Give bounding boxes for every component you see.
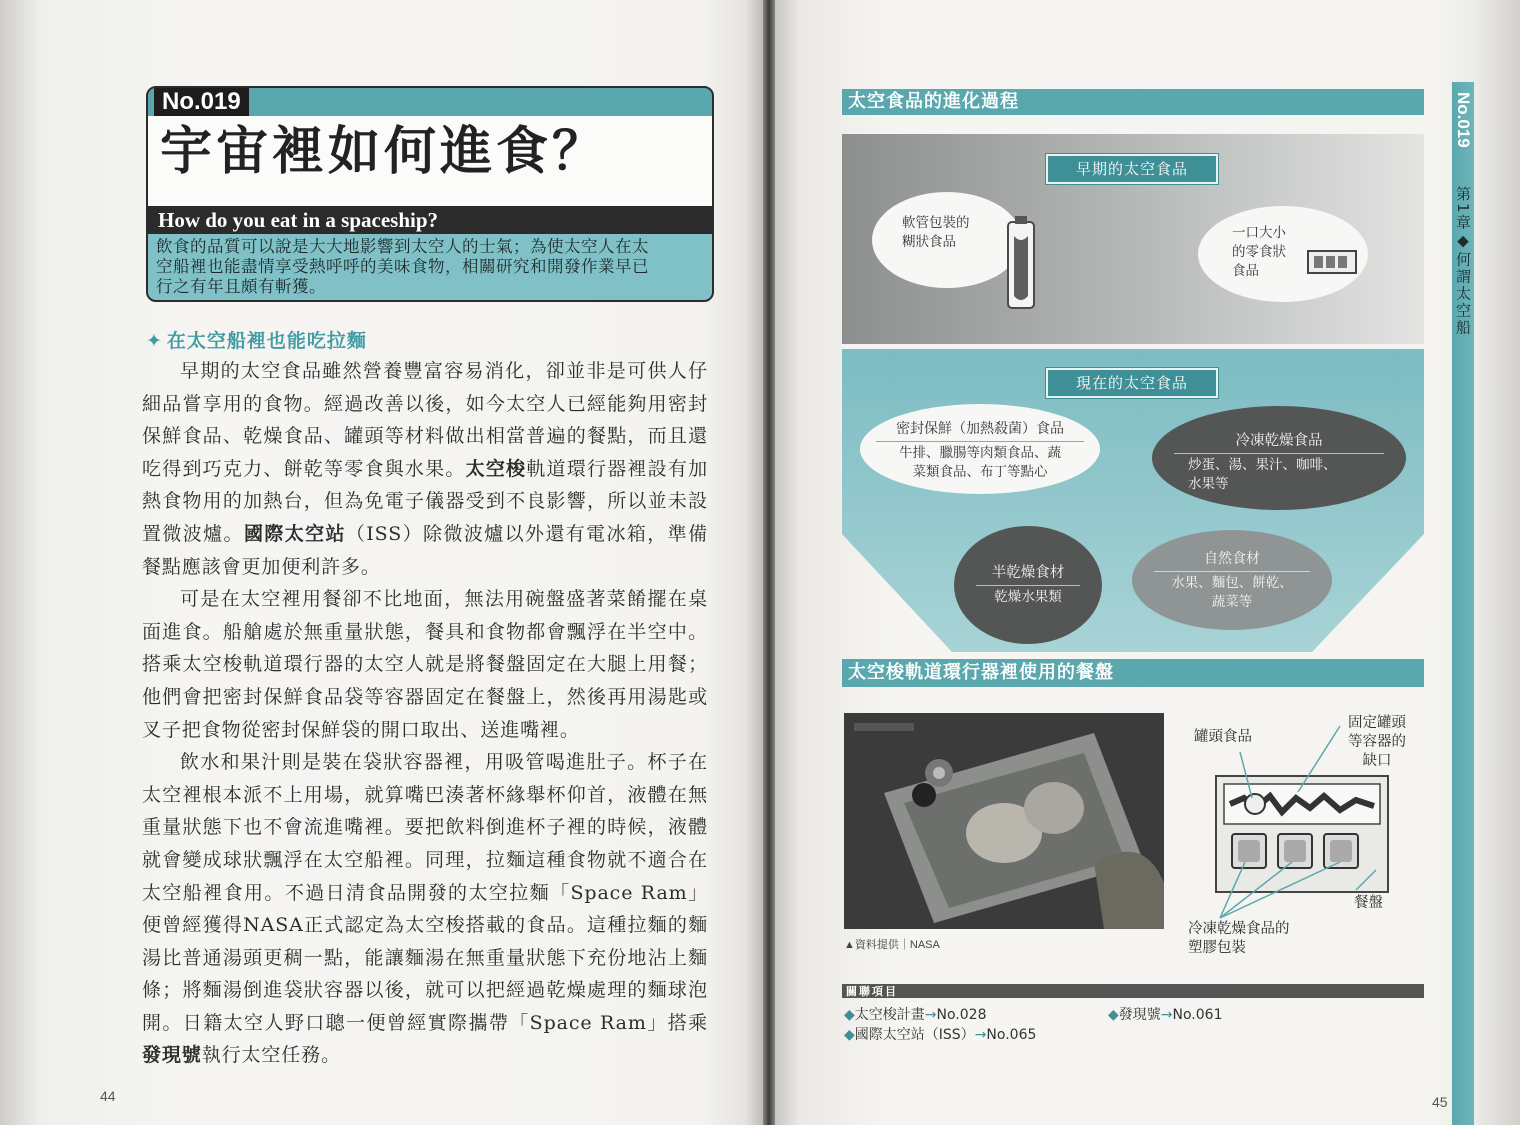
section-heading-text: 在太空船裡也能吃拉麵 (166, 330, 367, 352)
related-item[interactable] (844, 1024, 1036, 1044)
fixture-label (1348, 714, 1406, 771)
can-food-label: 罐頭食品 (1194, 729, 1252, 745)
diamond-bullet-icon: ◆ (844, 1027, 855, 1043)
keyword-iss: 國際太空站 (243, 522, 346, 545)
keyword-shuttle: 太空梭 (465, 457, 527, 480)
tray-photo (844, 713, 1164, 929)
tray-label: 餐盤 (1354, 895, 1383, 911)
natural-food-bubble (1132, 530, 1332, 630)
intro-line: 飲食的品質可以說是大大地影響到太空人的士氣；為使太空人在太 (156, 237, 649, 256)
related-item-label: 發現號 (1118, 1007, 1161, 1023)
retort-food-bubble (860, 404, 1100, 494)
article-number-tag: No.019 (154, 88, 249, 116)
section-heading-tray (842, 659, 1424, 687)
retort-title: 密封保鮮（加熱殺菌）食品 (896, 421, 1064, 437)
retort-item: 牛排、臘腸等肉類食品、蔬 (899, 445, 1061, 461)
page-title: 宇宙裡如何進食？ (160, 122, 609, 182)
tray-diagram (1180, 712, 1420, 962)
packaging-label-line: 冷凍乾燥食品的 (1188, 921, 1290, 937)
intro-line: 行之有年且頗有斬獲。 (156, 277, 326, 296)
bite-food-line: 食品 (1232, 263, 1259, 279)
food-evolution-diagram (842, 134, 1424, 652)
book-spine (763, 0, 775, 1125)
fixture-label-line: 缺口 (1362, 753, 1392, 769)
paragraph-text: 早期的太空食品雖然營養豐富容易消化，卻並非是可供人仔細品嘗享用的食物。經過改善以後，如今太空人已經能夠用密封保鮮食品、乾燥食品、罐頭等材料做出相當普遍的餐點，而且還吃得到巧克力、餅乾等零食與水果。 (142, 360, 708, 480)
retort-item: 菜類食品、布丁等點心 (912, 464, 1048, 480)
early-food-label: 早期的太空食品 (1046, 154, 1218, 184)
semi-dried-item: 乾燥水果類 (994, 589, 1062, 605)
diamond-bullet-icon: ◆ (1108, 1007, 1119, 1023)
arrow-right-icon: → (1160, 1007, 1173, 1023)
fixture-label-line: 固定罐頭 (1348, 715, 1406, 731)
paragraph: 可是在太空裡用餐卻不比地面，無法用碗盤盛著菜餚擺在桌面進食。船艙處於無重量狀態，餐具和食物都會飄浮在半空中。搭乘太空梭軌道環行器的太空人就是將餐盤固定在大腿上用餐；他們會把密封保鮮食品袋等容器固定在餐盤上，然後再用湯匙或叉子把食物從密封保鮮袋的開口取出、送進嘴裡。 (142, 588, 708, 741)
natural-item: 蔬菜等 (1211, 594, 1253, 610)
tube-food-line: 糊狀食品 (902, 234, 956, 250)
freeze-dried-item: 炒蛋、湯、果汁、咖啡、 (1188, 457, 1337, 473)
article-body (142, 355, 708, 1072)
related-items-bar (842, 984, 1424, 998)
related-item-ref: No.061 (1172, 1007, 1223, 1023)
page-number-left: 44 (100, 1088, 116, 1104)
related-item[interactable] (1108, 1004, 1222, 1024)
tube-food-line: 軟管包裝的 (902, 215, 970, 231)
tube-food-bubble (872, 192, 1022, 288)
freeze-dried-title: 冷凍乾燥食品 (1235, 433, 1323, 449)
side-tab-number: No.019 (1454, 92, 1473, 148)
diamond-bullet-icon: ✦ (146, 330, 163, 352)
section-heading (146, 326, 367, 353)
natural-title: 自然食材 (1204, 551, 1260, 567)
side-tab-chapter: 第1章◆何謂太空船 (1454, 186, 1472, 337)
paragraph-text: 軌道環行器裡設有加熱食物用的加熱台，但為免電子儀器受到不良影響，所以並未設置微波爐。 (142, 457, 708, 545)
paragraph (142, 355, 708, 583)
paragraph-text: 執行太空任務。 (201, 1044, 342, 1067)
tray-photo-illustration (844, 713, 1164, 929)
paragraph (142, 746, 708, 1072)
diamond-bullet-icon: ◆ (844, 1007, 855, 1023)
packaging-label (1188, 920, 1290, 958)
related-item-label: 太空梭計畫 (854, 1007, 925, 1023)
section-heading-evolution (842, 89, 1424, 115)
related-item-label: 國際太空站（ISS） (854, 1027, 975, 1043)
packaging-label-line: 塑膠包裝 (1188, 940, 1246, 956)
related-item-ref: No.028 (936, 1007, 987, 1023)
related-item[interactable] (844, 1004, 986, 1024)
related-items-heading: 關聯項目 (846, 985, 898, 998)
paragraph-text: 飲水和果汁則是裝在袋狀容器裡，用吸管喝進肚子。杯子在太空裡根本派不上用場，就算嘴巴湊著杯緣舉杯仰首，液體在無重量狀態下也不會流進嘴裡。要把飲料倒進杯子裡的時候，液體就會變成球狀飄浮在太空船裡。同理，拉麵這種食物就不適合在太空船裡食用。不過日清食品開發的太空拉麵「Space Ram」便曾經獲得NASA正式認定為太空梭搭載的食品。這種拉麵的麵湯比普通湯頭更稠一點，能讓麵湯在無重量狀態下充份地沾上麵條；將麵湯倒進袋狀容器以後，就可以把經過乾燥處理的麵球泡開。日籍太空人野口聰一便曾經實際攜帶「Space Ram」搭乘 (142, 751, 708, 1034)
fixture-label-line: 等容器的 (1348, 734, 1406, 750)
semi-dried-title: 半乾燥食材 (991, 565, 1065, 581)
food-cubes-icon (1306, 247, 1362, 277)
page-number-right: 45 (1432, 1094, 1448, 1110)
related-item-ref: No.065 (986, 1027, 1037, 1043)
natural-item: 水果、麵包、餅乾、 (1171, 575, 1293, 591)
section-heading-text: 太空梭軌道環行器裡使用的餐盤 (848, 662, 1114, 683)
keyword-discovery: 發現號 (142, 1044, 202, 1067)
paragraph-text: （ISS）除微波爐以外還有電冰箱，準備餐點應該會更加便利許多。 (142, 522, 708, 578)
english-subtitle: How do you eat in a spaceship? (158, 208, 439, 232)
arrow-right-icon: → (974, 1027, 987, 1043)
semi-dried-bubble (954, 526, 1102, 644)
squeeze-tube-icon (1002, 214, 1042, 314)
photo-credit: ▲資料提供｜NASA (844, 939, 940, 951)
bite-food-line: 一口大小 (1232, 225, 1286, 241)
section-heading-text: 太空食品的進化過程 (848, 91, 1019, 112)
arrow-right-icon: → (924, 1007, 937, 1023)
article-header (146, 86, 714, 302)
intro-line: 空船裡也能盡情享受熱呼呼的美味食物，相關研究和開發作業早已 (156, 257, 649, 276)
freeze-dried-bubble (1152, 406, 1406, 510)
intro-summary (156, 237, 704, 297)
current-food-label: 現在的太空食品 (1046, 368, 1218, 398)
bite-food-line: 的零食狀 (1232, 244, 1286, 260)
freeze-dried-item: 水果等 (1188, 476, 1229, 492)
